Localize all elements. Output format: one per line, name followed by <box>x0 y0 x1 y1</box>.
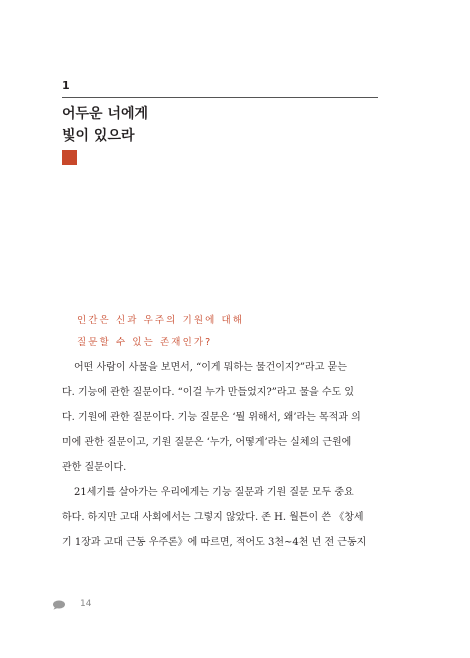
chapter-title <box>62 103 378 147</box>
paragraph-line: 다. 기능에 관한 질문이다. “이걸 누가 만들었지?”라고 물을 수도 있 <box>62 387 355 398</box>
section-subheading <box>77 310 244 354</box>
chapter-number: 1 <box>62 79 70 92</box>
chapter-title-line: 어두운 너에게 <box>62 106 149 122</box>
chapter-divider <box>62 97 378 98</box>
paragraph-line: 기 1장과 고대 근동 우주론》에 따르면, 적어도 3천~4천 년 전 근동지 <box>62 537 367 548</box>
paragraph-line: 미에 관한 질문이고, 기원 질문은 ‘누가, 어떻게’라는 실체의 근원에 <box>62 437 352 448</box>
paragraph-line: 21세기를 살아가는 우리에게는 기능 질문과 기원 질문 모두 중요 <box>74 487 354 498</box>
subheading-line: 인간은 신과 우주의 기원에 대해 <box>77 315 245 326</box>
accent-square <box>62 150 77 165</box>
paragraph-line: 관한 질문이다. <box>62 462 127 473</box>
subheading-line: 질문할 수 있는 존재인가? <box>77 337 213 348</box>
paragraph-line: 하다. 하지만 고대 사회에서는 그렇지 않았다. 존 H. 월튼이 쓴 《창세 <box>62 512 364 523</box>
page-number: 14 <box>80 599 92 609</box>
paragraph-line: 어떤 사람이 사물을 보면서, “이게 뭐하는 물건이지?”라고 묻는 <box>74 362 347 373</box>
chapter-title-line: 빛이 있으라 <box>62 128 135 144</box>
speech-bubble-icon <box>52 600 66 610</box>
paragraph-line: 다. 기원에 관한 질문이다. 기능 질문은 ‘뭘 위해서, 왜’라는 목적과 의 <box>62 412 361 423</box>
body-text <box>62 355 378 555</box>
